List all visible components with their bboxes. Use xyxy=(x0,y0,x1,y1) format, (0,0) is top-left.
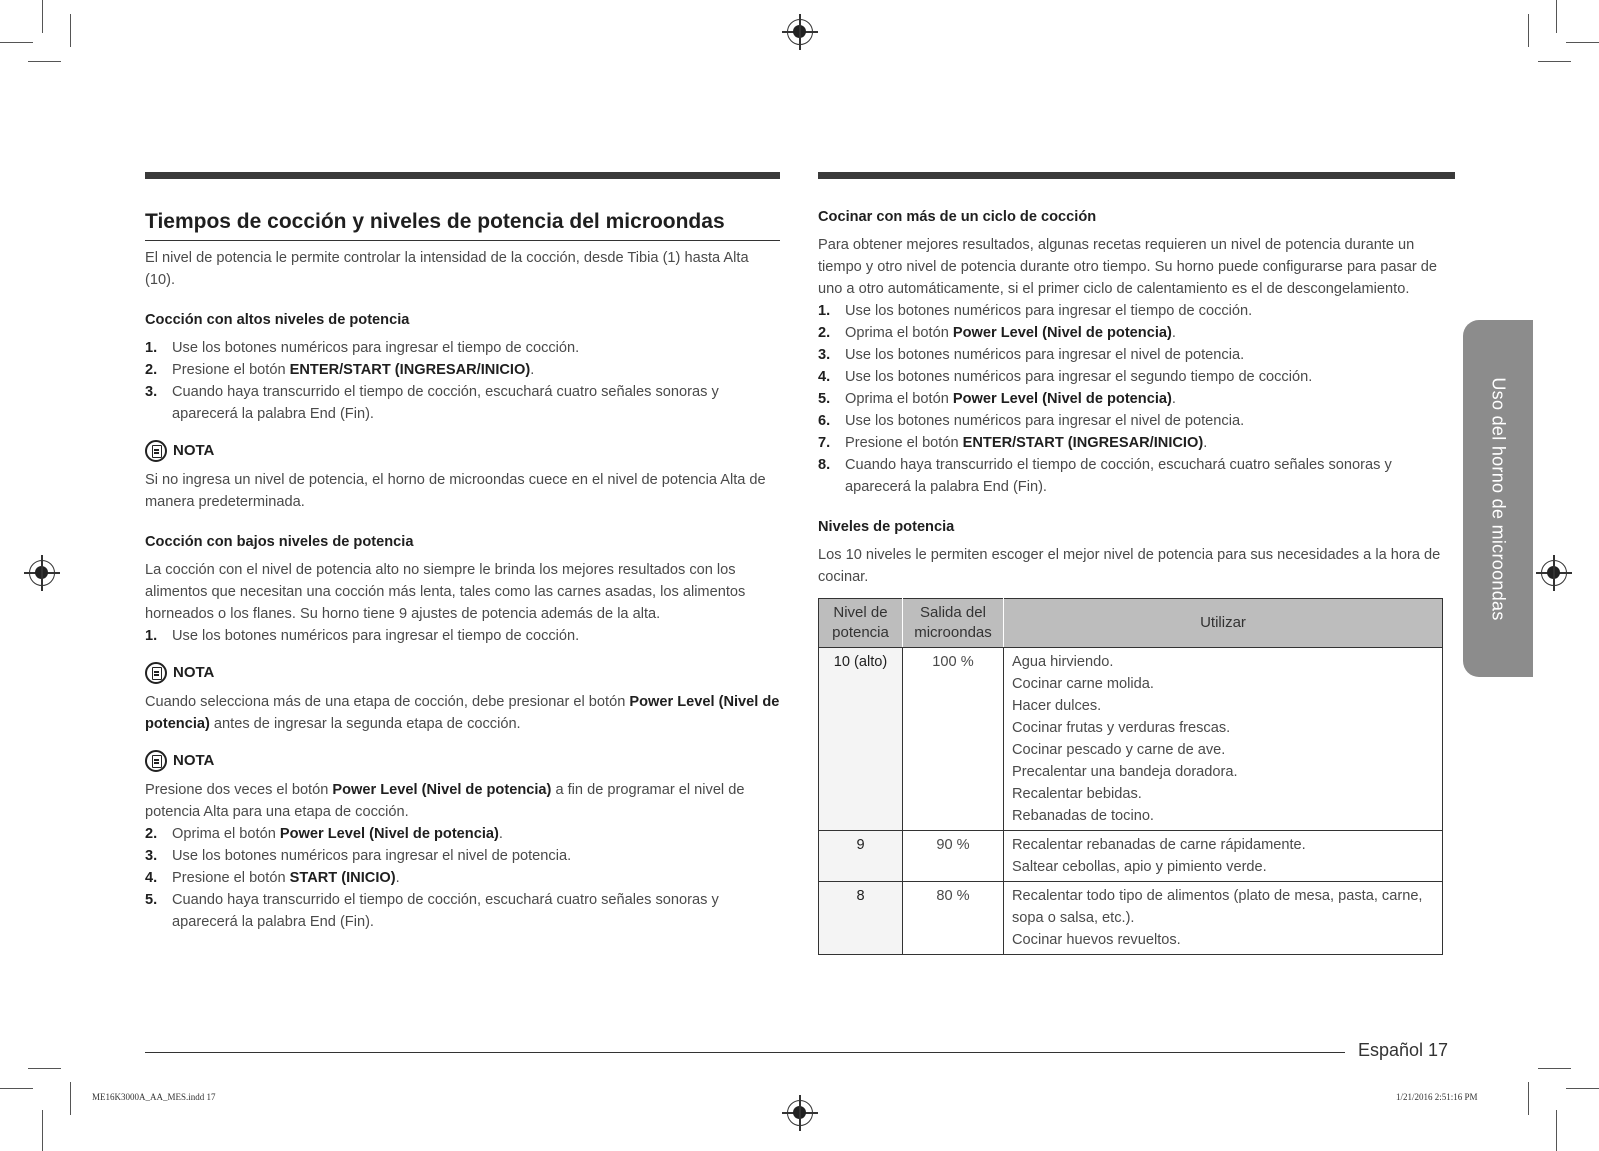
print-slug-date: 1/21/2016 2:51:16 PM xyxy=(1396,1092,1478,1102)
right-column xyxy=(818,206,1460,955)
crop-mark xyxy=(42,1110,43,1151)
note-heading: NOTA xyxy=(145,749,780,773)
note-text: Cuando selecciona más de una etapa de cocción, debe presionar el botón Power Level (Nivel de potencia) antes de ingresar la segunda etapa de cocción. xyxy=(145,694,780,732)
note-icon xyxy=(145,662,167,684)
crop-mark xyxy=(0,1088,33,1089)
chapter-side-tab xyxy=(1463,320,1533,677)
list-item: 4. Use los botones numéricos para ingresar el segundo tiempo de cocción. xyxy=(818,369,1313,385)
table-row xyxy=(819,882,1443,955)
list-item: 8. Cuando haya transcurrido el tiempo de cocción, escuchará cuatro señales sonoras y aparecerá la palabra End (Fin). xyxy=(818,457,1392,495)
note-text: Si no ingresa un nivel de potencia, el horno de microondas cuece en el nivel de potencia Alta de manera predeterminada. xyxy=(145,472,766,510)
list-item: 2. Oprima el botón Power Level (Nivel de potencia). xyxy=(818,325,1176,341)
power-levels-intro: Los 10 niveles le permiten escoger el mejor nivel de potencia para sus necesidades a la hora de cocinar. xyxy=(818,547,1441,585)
level-cell: 10 (alto) xyxy=(819,648,903,831)
note-text: Presione dos veces el botón Power Level (Nivel de potencia) a fin de programar el nivel de potencia Alta para una etapa de cocción. xyxy=(145,782,745,820)
crop-mark xyxy=(28,61,61,62)
column-header-use: Utilizar xyxy=(1004,599,1443,648)
table-header-row xyxy=(819,599,1443,648)
list-item: 4. Presione el botón START (INICIO). xyxy=(145,870,400,886)
high-power-steps xyxy=(145,337,780,425)
list-item: 3. Use los botones numéricos para ingresar el nivel de potencia. xyxy=(818,347,1245,363)
list-item: 1. Use los botones numéricos para ingresar el tiempo de cocción. xyxy=(145,340,580,356)
crop-mark xyxy=(1538,1068,1571,1069)
crop-mark xyxy=(70,14,71,47)
section-heading-power-levels: Niveles de potencia xyxy=(818,519,955,535)
section-heading-multi-cycle: Cocinar con más de un ciclo de cocción xyxy=(818,209,1097,225)
footer-rule xyxy=(145,1052,1345,1053)
list-item: 2. Oprima el botón Power Level (Nivel de potencia). xyxy=(145,826,503,842)
registration-mark-icon xyxy=(29,560,55,586)
registration-mark-icon xyxy=(787,1100,813,1126)
print-slug-file: ME16K3000A_AA_MES.indd 17 xyxy=(92,1092,216,1102)
crop-mark xyxy=(28,1068,61,1069)
use-cell: Agua hirviendo. Cocinar carne molida. Hacer dulces. Cocinar frutas y verduras frescas. Cocinar pescado y carne de ave. Precalentar una bandeja doradora. Recalentar bebidas. Rebanadas de tocino. xyxy=(1004,648,1443,831)
crop-mark xyxy=(1556,0,1557,33)
crop-mark xyxy=(0,42,33,43)
multi-cycle-intro: Para obtener mejores resultados, algunas recetas requieren un nivel de potencia durante un tiempo y otro nivel de potencia durante otro tiempo. Su horno puede configurarse para pasar de uno a otro automáticamente, si el primer ciclo de calentamiento es el de descongelamiento. xyxy=(818,237,1438,297)
list-item: 5. Cuando haya transcurrido el tiempo de cocción, escuchará cuatro señales sonoras y aparecerá la palabra End (Fin). xyxy=(145,892,719,930)
note-icon xyxy=(145,750,167,772)
column-header-output: Salida del microondas xyxy=(903,599,1004,648)
list-item: 6. Use los botones numéricos para ingresar el nivel de potencia. xyxy=(818,413,1245,429)
section-heading-low-power: Cocción con bajos niveles de potencia xyxy=(145,534,414,550)
section-heading-high-power: Cocción con altos niveles de potencia xyxy=(145,312,410,328)
crop-mark xyxy=(1538,61,1571,62)
crop-mark xyxy=(42,0,43,33)
crop-mark xyxy=(1528,14,1529,47)
left-top-rule xyxy=(145,172,780,179)
list-item: 7. Presione el botón ENTER/START (INGRESAR/INICIO). xyxy=(818,435,1208,451)
output-cell: 80 % xyxy=(903,882,1004,955)
crop-mark xyxy=(1566,42,1599,43)
right-top-rule xyxy=(818,172,1455,179)
crop-mark xyxy=(70,1082,71,1115)
crop-mark xyxy=(1566,1088,1599,1089)
table-row xyxy=(819,648,1443,831)
list-item: 1. Use los botones numéricos para ingresar el tiempo de cocción. xyxy=(818,303,1253,319)
left-column xyxy=(145,190,780,933)
crop-mark xyxy=(1556,1110,1557,1151)
table-row xyxy=(819,831,1443,882)
registration-mark-icon xyxy=(1541,560,1567,586)
note-heading: NOTA xyxy=(145,439,780,463)
low-power-steps-start xyxy=(145,625,780,647)
note-icon xyxy=(145,440,167,462)
footer-language: Español xyxy=(1358,1040,1424,1060)
use-cell: Recalentar rebanadas de carne rápidamente. Saltear cebollas, apio y pimiento verde. xyxy=(1004,831,1443,882)
level-cell: 9 xyxy=(819,831,903,882)
level-cell: 8 xyxy=(819,882,903,955)
page-title: Tiempos de cocción y niveles de potencia del microondas xyxy=(145,190,780,241)
list-item: 1. Use los botones numéricos para ingresar el tiempo de cocción. xyxy=(145,628,580,644)
list-item: 3. Use los botones numéricos para ingresar el nivel de potencia. xyxy=(145,848,572,864)
list-item: 5. Oprima el botón Power Level (Nivel de potencia). xyxy=(818,391,1176,407)
chapter-side-tab-label: Uso del horno de microondas xyxy=(1488,376,1509,621)
low-power-intro: La cocción con el nivel de potencia alto no siempre le brinda los mejores resultados con los alimentos que necesitan una cocción más lenta, tales como las carnes asadas, los alimentos horneados o los flanes. Su horno tiene 9 ajustes de potencia además de la alta. xyxy=(145,562,746,622)
output-cell: 100 % xyxy=(903,648,1004,831)
multi-cycle-steps xyxy=(818,300,1460,498)
output-cell: 90 % xyxy=(903,831,1004,882)
low-power-steps-continued xyxy=(145,823,780,933)
list-item: 3. Cuando haya transcurrido el tiempo de cocción, escuchará cuatro señales sonoras y aparecerá la palabra End (Fin). xyxy=(145,384,719,422)
list-item: 2. Presione el botón ENTER/START (INGRESAR/INICIO). xyxy=(145,362,535,378)
column-header-level: Nivel de potencia xyxy=(819,599,903,648)
crop-mark xyxy=(1528,1082,1529,1115)
page-number: 17 xyxy=(1428,1040,1449,1060)
use-cell: Recalentar todo tipo de alimentos (plato de mesa, pasta, carne, sopa o salsa, etc.). Cocinar huevos revueltos. xyxy=(1004,882,1443,955)
intro-paragraph: El nivel de potencia le permite controlar la intensidad de la cocción, desde Tibia (1) hasta Alta (10). xyxy=(145,250,749,288)
registration-mark-icon xyxy=(787,19,813,45)
power-level-table xyxy=(818,598,1443,955)
note-heading: NOTA xyxy=(145,661,780,685)
